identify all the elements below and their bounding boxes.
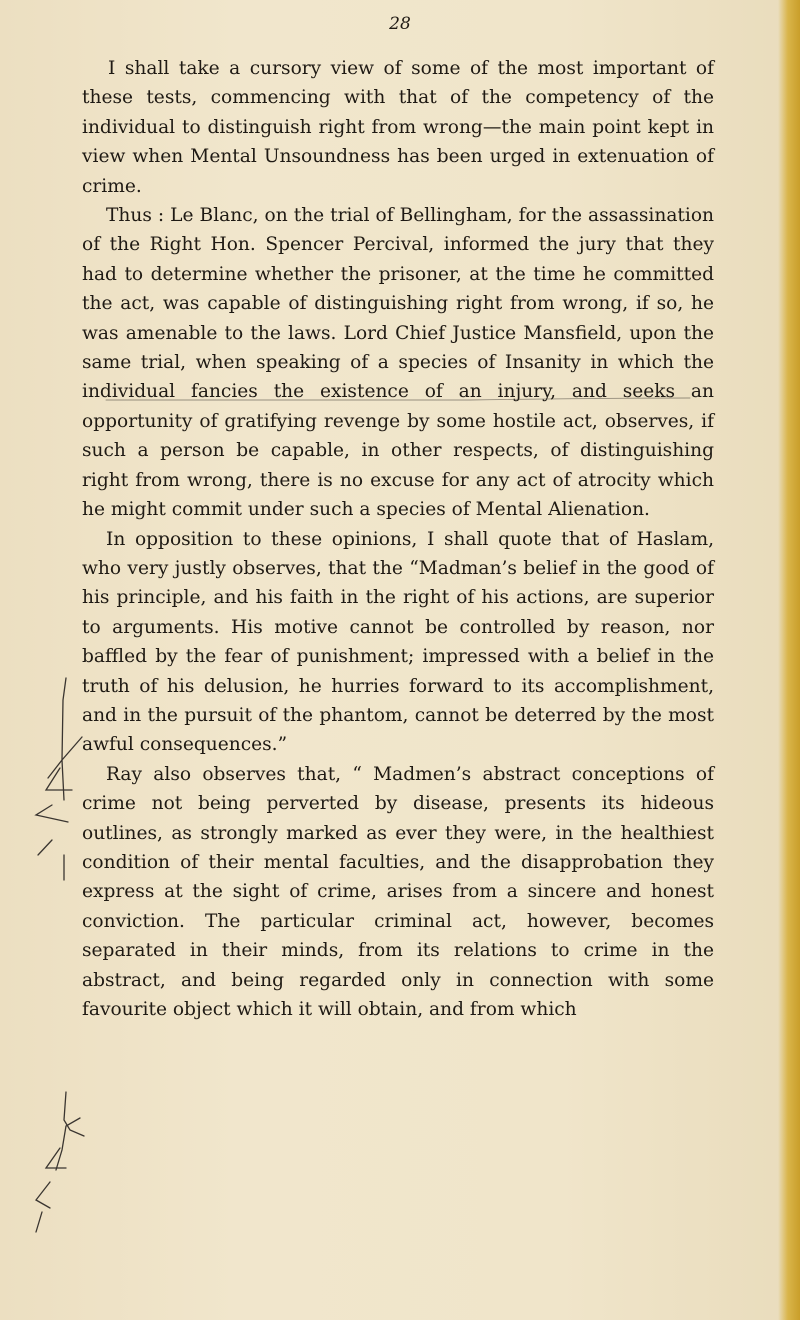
margin-arrow-lower-2: [46, 1148, 66, 1168]
margin-arrow-lower-3: [36, 1182, 50, 1208]
page-number: 28: [389, 14, 411, 34]
margin-bracket-lower: [64, 1092, 84, 1136]
margin-arrow-upper-4: [38, 840, 52, 855]
page-edge: [778, 0, 800, 1320]
margin-arrow-upper-1: [48, 737, 82, 778]
paragraph-1: I shall take a cursory view of some of the most important of these tests, commencing with that of the competency of the individual to distinguish right from wrong—the main point kept in view when Mental Unsoundness has been urged in extenuation of crime.: [82, 58, 714, 197]
body-text: [82, 54, 714, 1024]
margin-arrow-upper-2: [46, 768, 72, 790]
paragraph-3: In opposition to these opinions, I shall quote that of Haslam, who very justly observes, that the “Madman’s belief in the good of his principle, and his faith in the right of his actions, are superior to arguments. His motive cannot be controlled by reason, nor baffled by the fear of punishment; impressed with a belief in the truth of his delusion, he hurries forward to its accomplishment, and in the pursuit of the phantom, cannot be deterred by the most awful consequences.”: [82, 528, 714, 756]
margin-arrow-lower-4: [36, 1212, 42, 1232]
margin-arrow-lower-1: [56, 1118, 80, 1170]
margin-bracket-upper: [62, 678, 66, 800]
paragraph-4: Ray also observes that, “ Madmen’s abstract conceptions of crime not being perverted by disease, presents its hideous outlines, as strongly marked as ever they were, in the healthiest condition of their mental faculties, and the disapprobation they express at the sight of crime, arises from a sincere and honest conviction. The particular criminal act, however, becomes separated in their minds, from its relations to crime in the abstract, and being regarded only in connection with some favourite object which it will obtain, and from which: [82, 763, 714, 1020]
paragraph-2: Thus : Le Blanc, on the trial of Bellingham, for the assassination of the Right Hon. Spencer Percival, informed the jury that they had to determine whether the prisoner, at the time he committed the act, was capable of distinguishing right from wrong, if so, he was amenable to the laws. Lord Chief Justice Mansfield, upon the same trial, when speaking of a species of Insanity in which the individual fancies the existence of an injury, and seeks an opportunity of gratifying revenge by some hostile act, observes, if such a person be capable, in other respects, of distinguishing right from wrong, there is no excuse for any act of atrocity which he might commit under such a species of Mental Alienation.: [82, 205, 714, 521]
margin-arrow-upper-3: [36, 805, 68, 822]
